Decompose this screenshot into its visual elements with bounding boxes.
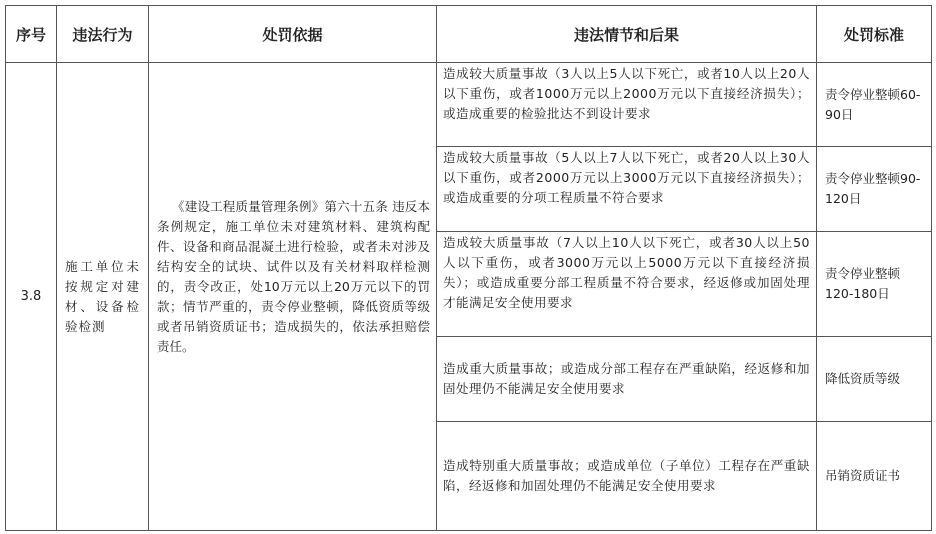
standard-cell: 吊销资质证书 xyxy=(817,422,932,531)
header-row xyxy=(6,6,932,63)
act-cell: 施工单位未按规定对建材、设备检验检测 xyxy=(57,63,149,531)
penalty-table xyxy=(5,5,932,531)
standard-cell: 责令停业整顿120-180日 xyxy=(817,232,932,337)
header-seq: 序号 xyxy=(6,6,57,63)
standard-cell: 责令停业整顿90-120日 xyxy=(817,147,932,232)
header-standard: 处罚标准 xyxy=(817,6,932,63)
table-row xyxy=(6,63,932,147)
basis-cell xyxy=(149,63,437,531)
header-basis: 处罚依据 xyxy=(149,6,437,63)
consequence-cell: 造成特别重大质量事故；或造成单位（子单位）工程存在严重缺陷，经返修和加固处理仍不能满足安全使用要求 xyxy=(437,422,817,531)
header-consequence: 违法情节和后果 xyxy=(437,6,817,63)
consequence-cell: 造成较大质量事故（5人以上7人以下死亡，或者20人以上30人以下重伤，或者2000万元以上3000万元以下直接经济损失）；或造成重要的分项工程质量不符合要求 xyxy=(437,147,817,232)
standard-cell: 降低资质等级 xyxy=(817,337,932,422)
standard-cell: 责令停业整顿60-90日 xyxy=(817,63,932,147)
consequence-cell: 造成较大质量事故（7人以上10人以下死亡，或者30人以上50人以下重伤，或者3000万元以上5000万元以下直接经济损失）；或造成重要分部工程质量不符合要求，经返修或加固处理才能满足安全使用要求 xyxy=(437,232,817,337)
header-act: 违法行为 xyxy=(57,6,149,63)
seq-cell: 3.8 xyxy=(6,63,57,531)
basis-text: 《建设工程质量管理条例》第六十五条 违反本条例规定，施工单位未对建筑材料、建筑构配件、设备和商品混凝土进行检验，或者未对涉及结构安全的试块、试件以及有关材料取样检测的，责令改正，处10万元以上20万元以下的罚款；情节严重的，责令停业整顿，降低资质等级或者吊销资质证书；造成损失的，依法承担赔偿责任。 xyxy=(157,198,430,354)
consequence-cell: 造成重大质量事故；或造成分部工程存在严重缺陷，经返修和加固处理仍不能满足安全使用要求 xyxy=(437,337,817,422)
consequence-cell: 造成较大质量事故（3人以上5人以下死亡，或者10人以上20人以下重伤，或者1000万元以上2000万元以下直接经济损失）；或造成重要的检验批达不到设计要求 xyxy=(437,63,817,147)
